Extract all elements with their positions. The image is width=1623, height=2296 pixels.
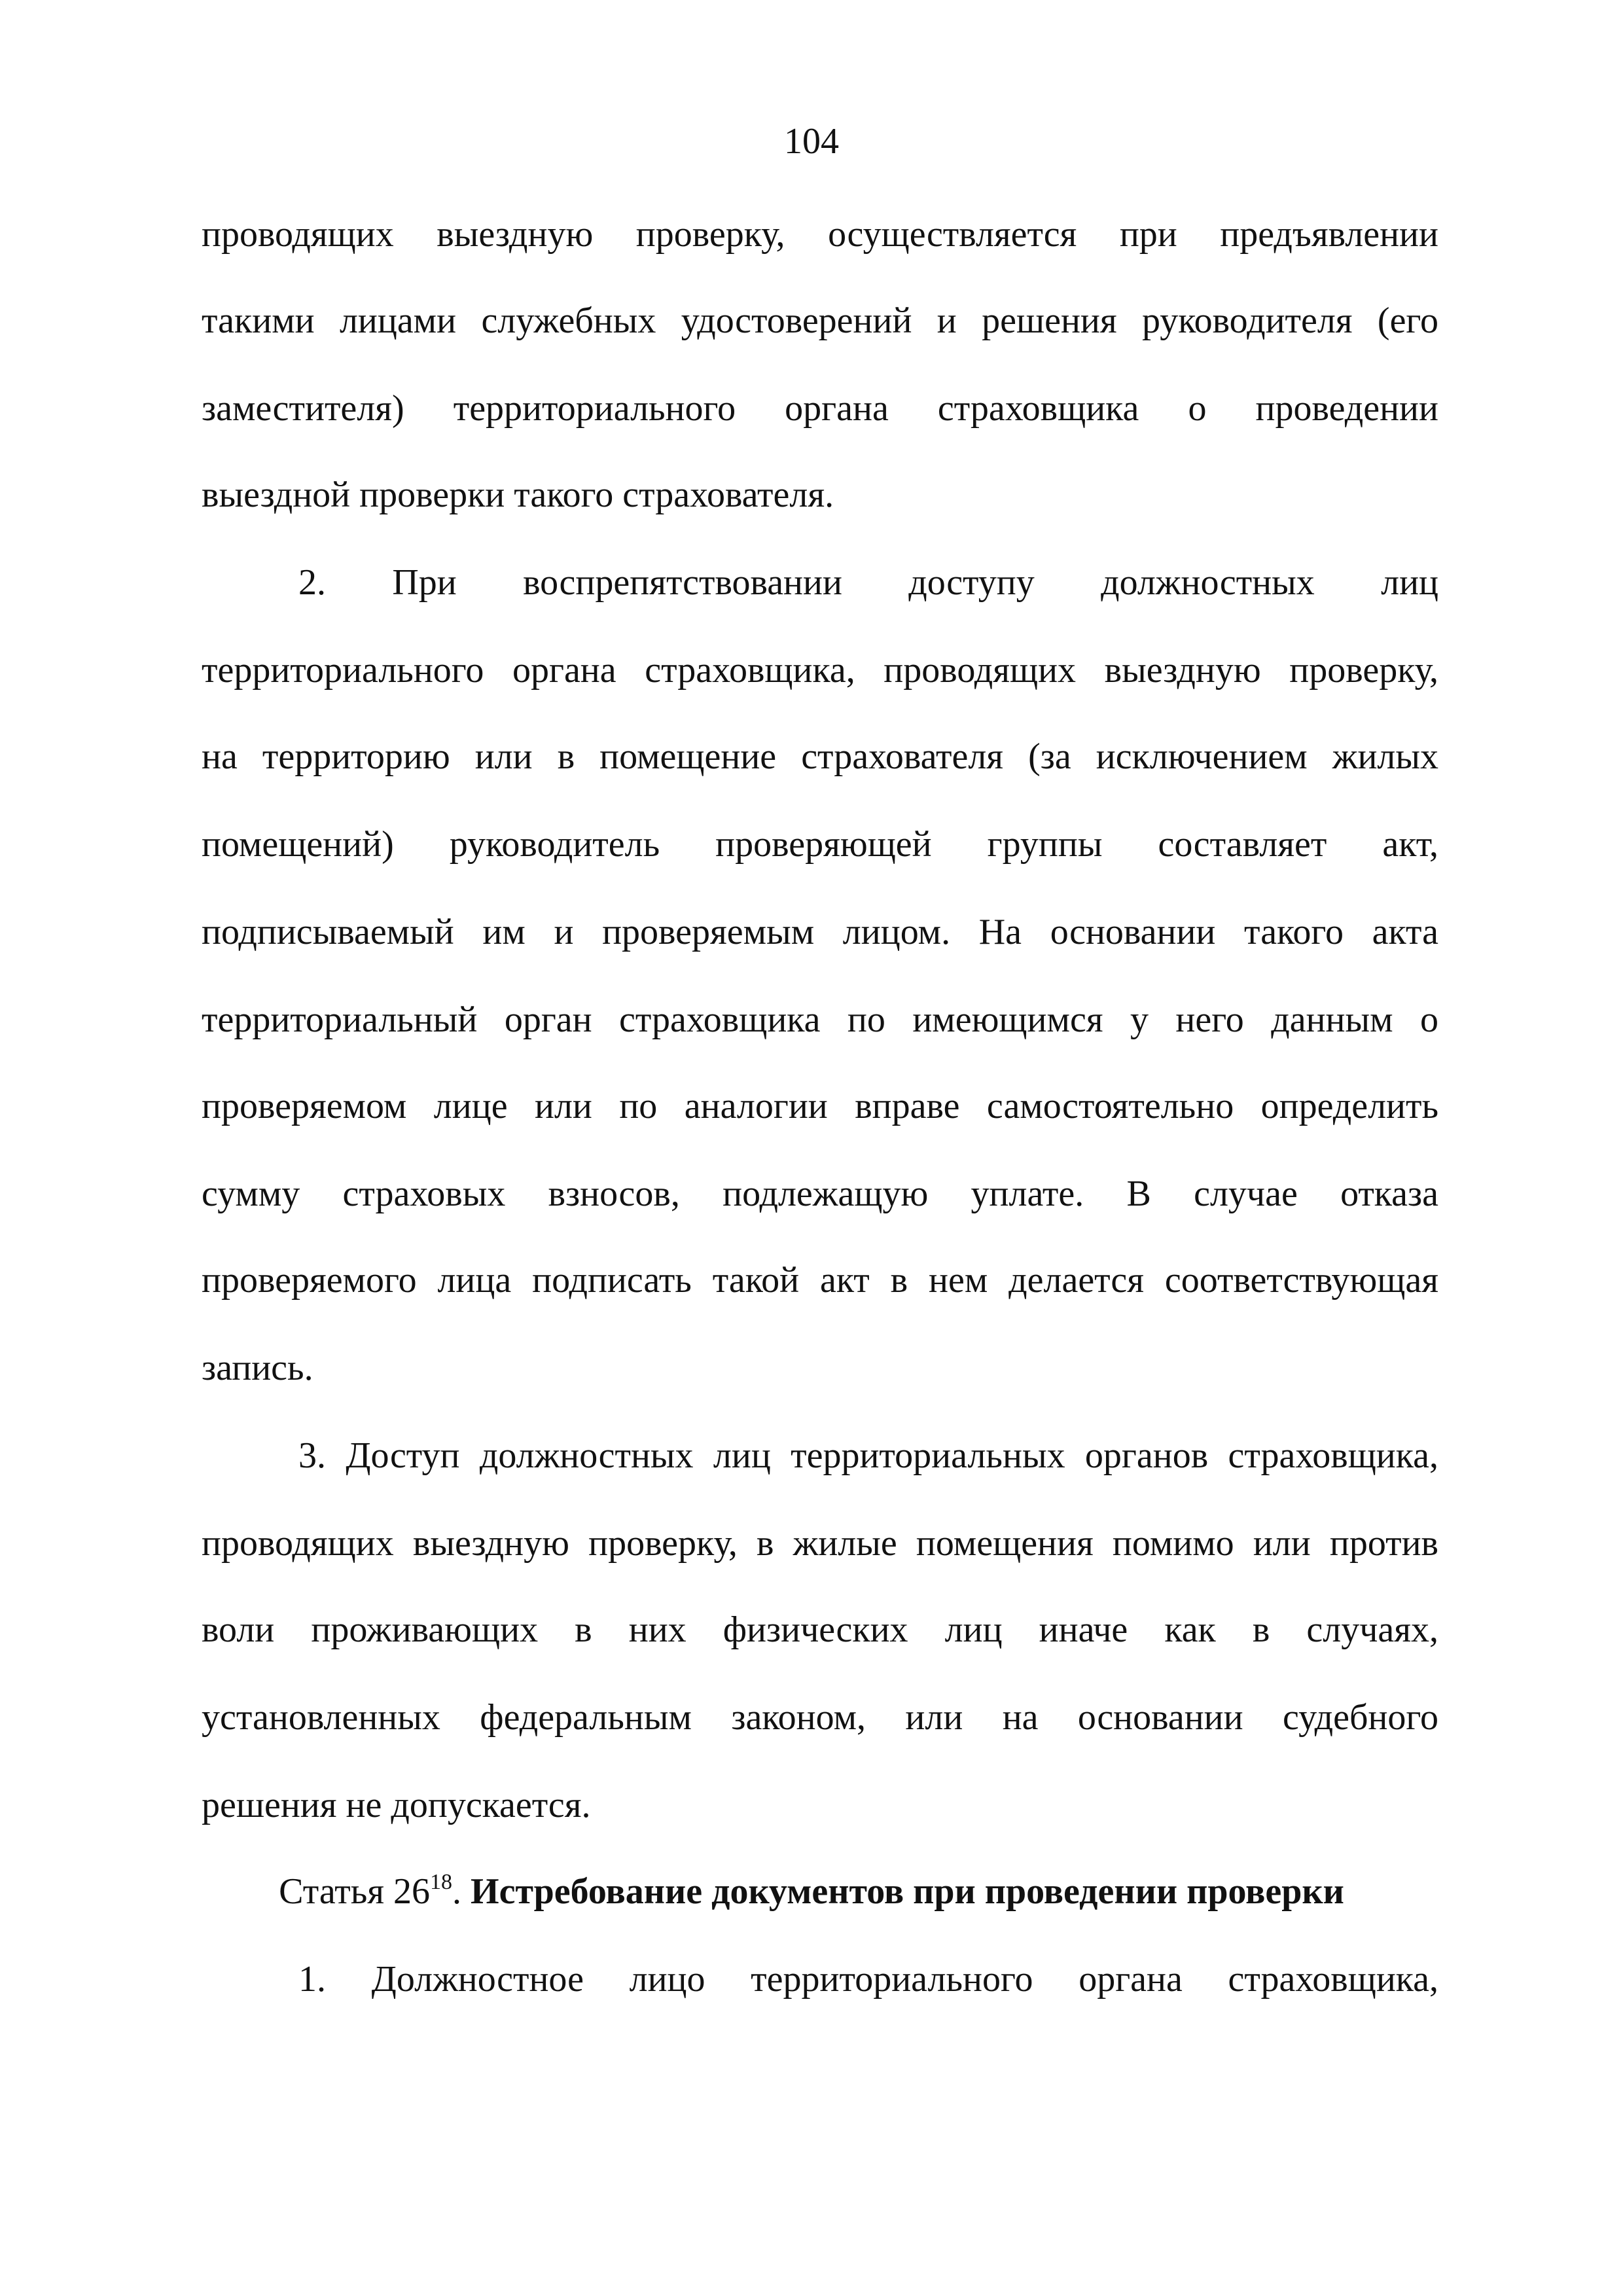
text-line: на территорию или в помещение страхователя (за исключением жилых	[202, 736, 1438, 777]
article-title: Истребование документов при проведении проверки	[471, 1871, 1344, 1912]
text-line: помещений) руководитель проверяющей группы составляет акт,	[202, 824, 1438, 865]
text-line: проверяемого лица подписать такой акт в нем делается соответствующая	[202, 1260, 1438, 1300]
article-number: Статья 26	[279, 1871, 431, 1912]
text-line: выездной проверки такого страхователя.	[202, 475, 834, 515]
text-line: решения не допускается.	[202, 1785, 591, 1825]
text-line: заместителя) территориального органа страховщика о проведении	[202, 388, 1438, 429]
text-line: проводящих выездную проверку, осуществляется при предъявлении	[202, 214, 1438, 255]
paragraph-3-first-line: 3. Доступ должностных лиц территориальных органов страховщика,	[298, 1435, 1438, 1476]
text-line: такими лицами служебных удостоверений и решения руководителя (его	[202, 300, 1438, 341]
text-line: проверяемом лице или по аналогии вправе самостоятельно определить	[202, 1086, 1438, 1126]
text-line: проводящих выездную проверку, в жилые помещения помимо или против	[202, 1523, 1438, 1564]
text-line: подписываемый им и проверяемым лицом. На основании такого акта	[202, 912, 1438, 952]
article-superscript: 18	[430, 1870, 453, 1894]
text-line: территориального органа страховщика, проводящих выездную проверку,	[202, 650, 1438, 691]
text-line: сумму страховых взносов, подлежащую уплате. В случае отказа	[202, 1174, 1438, 1214]
text-line: запись.	[202, 1348, 313, 1388]
article-dot: .	[452, 1871, 462, 1912]
text-line: воли проживающих в них физических лиц иначе как в случаях,	[202, 1609, 1438, 1650]
text-line: установленных федеральным законом, или на основании судебного	[202, 1697, 1438, 1738]
text-line: территориальный орган страховщика по имеющимся у него данным о	[202, 999, 1438, 1040]
page-number: 104	[784, 121, 839, 162]
article-heading	[0, 1867, 1623, 1916]
article-paragraph-1-first-line: 1. Должностное лицо территориального органа страховщика,	[298, 1959, 1438, 2000]
paragraph-2-first-line: 2. При воспрепятствовании доступу должностных лиц	[298, 562, 1438, 603]
